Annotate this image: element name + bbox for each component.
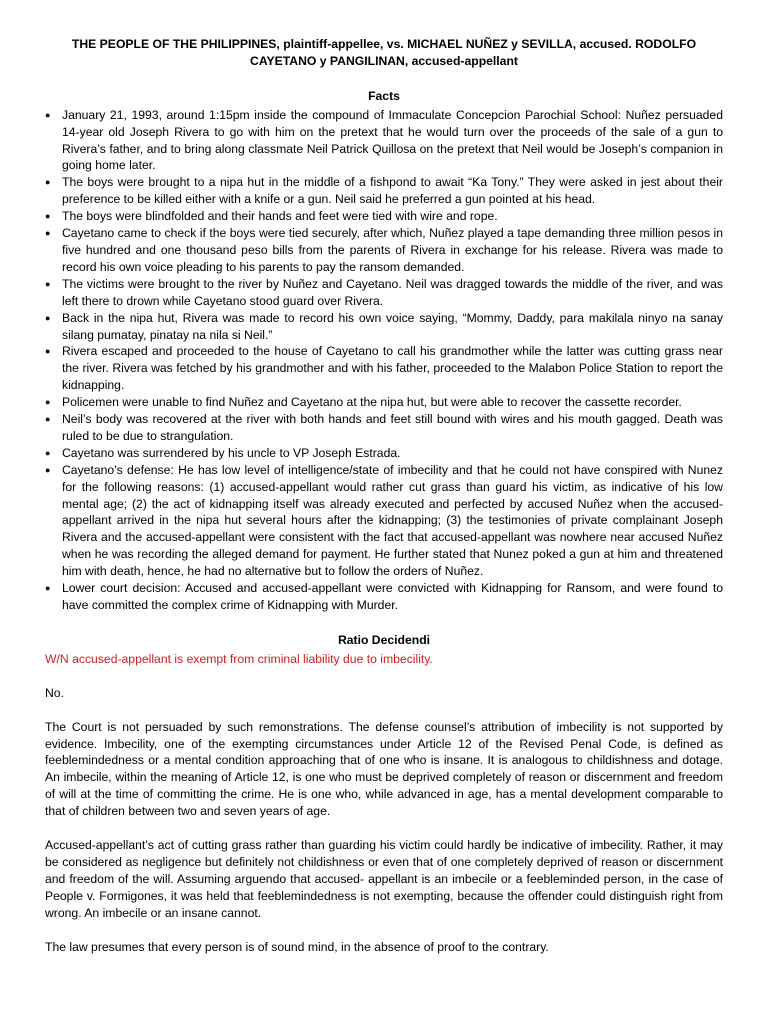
- fact-item: [45, 208, 723, 225]
- bullet-icon: ●: [45, 583, 51, 594]
- fact-text: The victims were brought to the river by Nuñez and Cayetano. Neil was dragged towards the middle of the river, and was left there to drown while Cayetano stood guard over Rivera.: [62, 276, 723, 308]
- bullet-icon: ●: [45, 211, 51, 222]
- bullet-icon: ●: [45, 346, 51, 357]
- answer: No.: [45, 685, 64, 700]
- bullet-icon: ●: [45, 312, 51, 323]
- fact-text: Cayetano’s defense: He has low level of intelligence/state of imbecility and that he could not have conspired with Nunez for the following reasons: (1) accused-appellant would rather cut grass than guard his victim, as indicative of his low mental age; (2) the act of kidnapping itself was already executed and perfected by accused Nuñez when the accused-appellant arrived in the nipa hut several hours after the kidnapping; (3) the testimonies of private complainant Joseph Rivera and the accused-appellant were consistent with the fact that accused-appellant was nowhere near accused Nuñez when he was recording the alleged demand for payment. He further stated that Nunez poked a gun at him and threatened him with death, hence, he had no alternative but to follow the orders of Nuñez.: [62, 462, 723, 579]
- fact-item: [45, 225, 723, 276]
- fact-text: Neil’s body was recovered at the river with both hands and feet still bound with wires and his mouth gagged. Death was ruled to be due to strangulation.: [62, 412, 723, 443]
- bullet-icon: ●: [45, 278, 51, 289]
- facts-heading: Facts: [368, 88, 400, 103]
- fact-item: [45, 462, 723, 580]
- bullet-icon: ●: [45, 177, 51, 188]
- ratio-paragraph: Accused-appellant’s act of cutting grass rather than guarding his victim could hardly be indicative of imbecility. Rather, it may be considered as negligence but definitely not childishness or even that of one completely deprived of reason or discernment and freedom of the will. Assuming arguendo that accused- appellant is an imbecile or a feebleminded person, in the case of People v. Formigones, it was held that feeblemindedness is not exempting, because the offender could distinguish right from wrong. An imbecile or an insane cannot.: [45, 838, 723, 920]
- fact-item: [45, 343, 723, 394]
- bullet-icon: ●: [45, 447, 51, 458]
- bullet-icon: ●: [45, 397, 51, 408]
- ratio-paragraph: The Court is not persuaded by such remonstrations. The defense counsel’s attribution of imbecility is not supported by evidence. Imbecility, one of the exempting circumstances under Article 12 of the Revised Penal Code, is defined as feeblemindedness or a mental condition approaching that of one who is insane. It is analogous to childishness and dotage. An imbecile, within the meaning of Article 12, is one who must be deprived completely of reason or discernment and freedom of will at the time of committing the crime. He is one who, while advanced in age, has a mental development comparable to that of children between two and seven years of age.: [45, 719, 723, 819]
- ratio-paragraph: The law presumes that every person is of sound mind, in the absence of proof to the contrary.: [45, 939, 549, 954]
- issue-statement: W/N accused-appellant is exempt from criminal liability due to imbecility.: [45, 651, 433, 666]
- fact-text: Cayetano was surrendered by his uncle to VP Joseph Estrada.: [62, 445, 401, 460]
- fact-item: [45, 107, 723, 175]
- fact-text: Cayetano came to check if the boys were tied securely, after which, Nuñez played a tape demanding three million pesos in five hundred and one thousand peso bills from the parents of Rivera in exchange for his release. Rivera was made to record his own voice pleading to his parents to pay the ransom demanded.: [62, 226, 723, 274]
- fact-item: [45, 445, 723, 462]
- fact-item: [45, 310, 723, 344]
- fact-item: [45, 411, 723, 445]
- fact-text: Back in the nipa hut, Rivera was made to record his own voice saying, “Mommy, Daddy, para makilala ninyo na sanay silang pumatay, pinatay na nila si Neil.”: [62, 310, 723, 342]
- fact-item: [45, 276, 723, 310]
- bullet-icon: ●: [45, 414, 51, 425]
- fact-text: The boys were blindfolded and their hands and feet were tied with wire and rope.: [62, 209, 498, 224]
- fact-text: Policemen were unable to find Nuñez and Cayetano at the nipa hut, but were able to recover the cassette recorder.: [62, 395, 682, 410]
- fact-text: The boys were brought to a nipa hut in the middle of a fishpond to await “Ka Tony.” They were asked in jest about their preference to be killed either with a knife or a gun. Neil said he preferred a gun pointed at his head.: [62, 175, 723, 207]
- fact-item: [45, 174, 723, 208]
- fact-item: [45, 580, 723, 614]
- fact-item: [45, 394, 723, 411]
- fact-text: Rivera escaped and proceeded to the house of Cayetano to call his grandmother while the latter was cutting grass near the river. Rivera was fetched by his grandmother and with his father, proceeded to the Malabon Police Station to report the kidnapping.: [62, 344, 723, 393]
- case-title: THE PEOPLE OF THE PHILIPPINES, plaintiff-appellee, vs. MICHAEL NUÑEZ y SEVILLA, accused. RODOLFO CAYETANO y PANGILINAN, accused-appellant: [71, 37, 697, 68]
- fact-text: January 21, 1993, around 1:15pm inside the compound of Immaculate Concepcion Parochial School: Nuñez persuaded 14-year old Joseph Rivera to go with him on the pretext that he would turn over the proceeds of the sale of a gun to Rivera’s father, and to bring along classmate Neil Patrick Quillosa on the pretext that Neil would be Joseph’s companion in going home later.: [62, 107, 723, 173]
- bullet-icon: ●: [45, 109, 51, 120]
- bullet-icon: ●: [45, 464, 51, 475]
- fact-text: Lower court decision: Accused and accused-appellant were convicted with Kidnapping for Ransom, and were found to have committed the complex crime of Kidnapping with Murder.: [62, 581, 723, 612]
- ratio-heading: Ratio Decidendi: [337, 632, 431, 647]
- bullet-icon: ●: [45, 228, 51, 239]
- facts-list: [45, 107, 723, 614]
